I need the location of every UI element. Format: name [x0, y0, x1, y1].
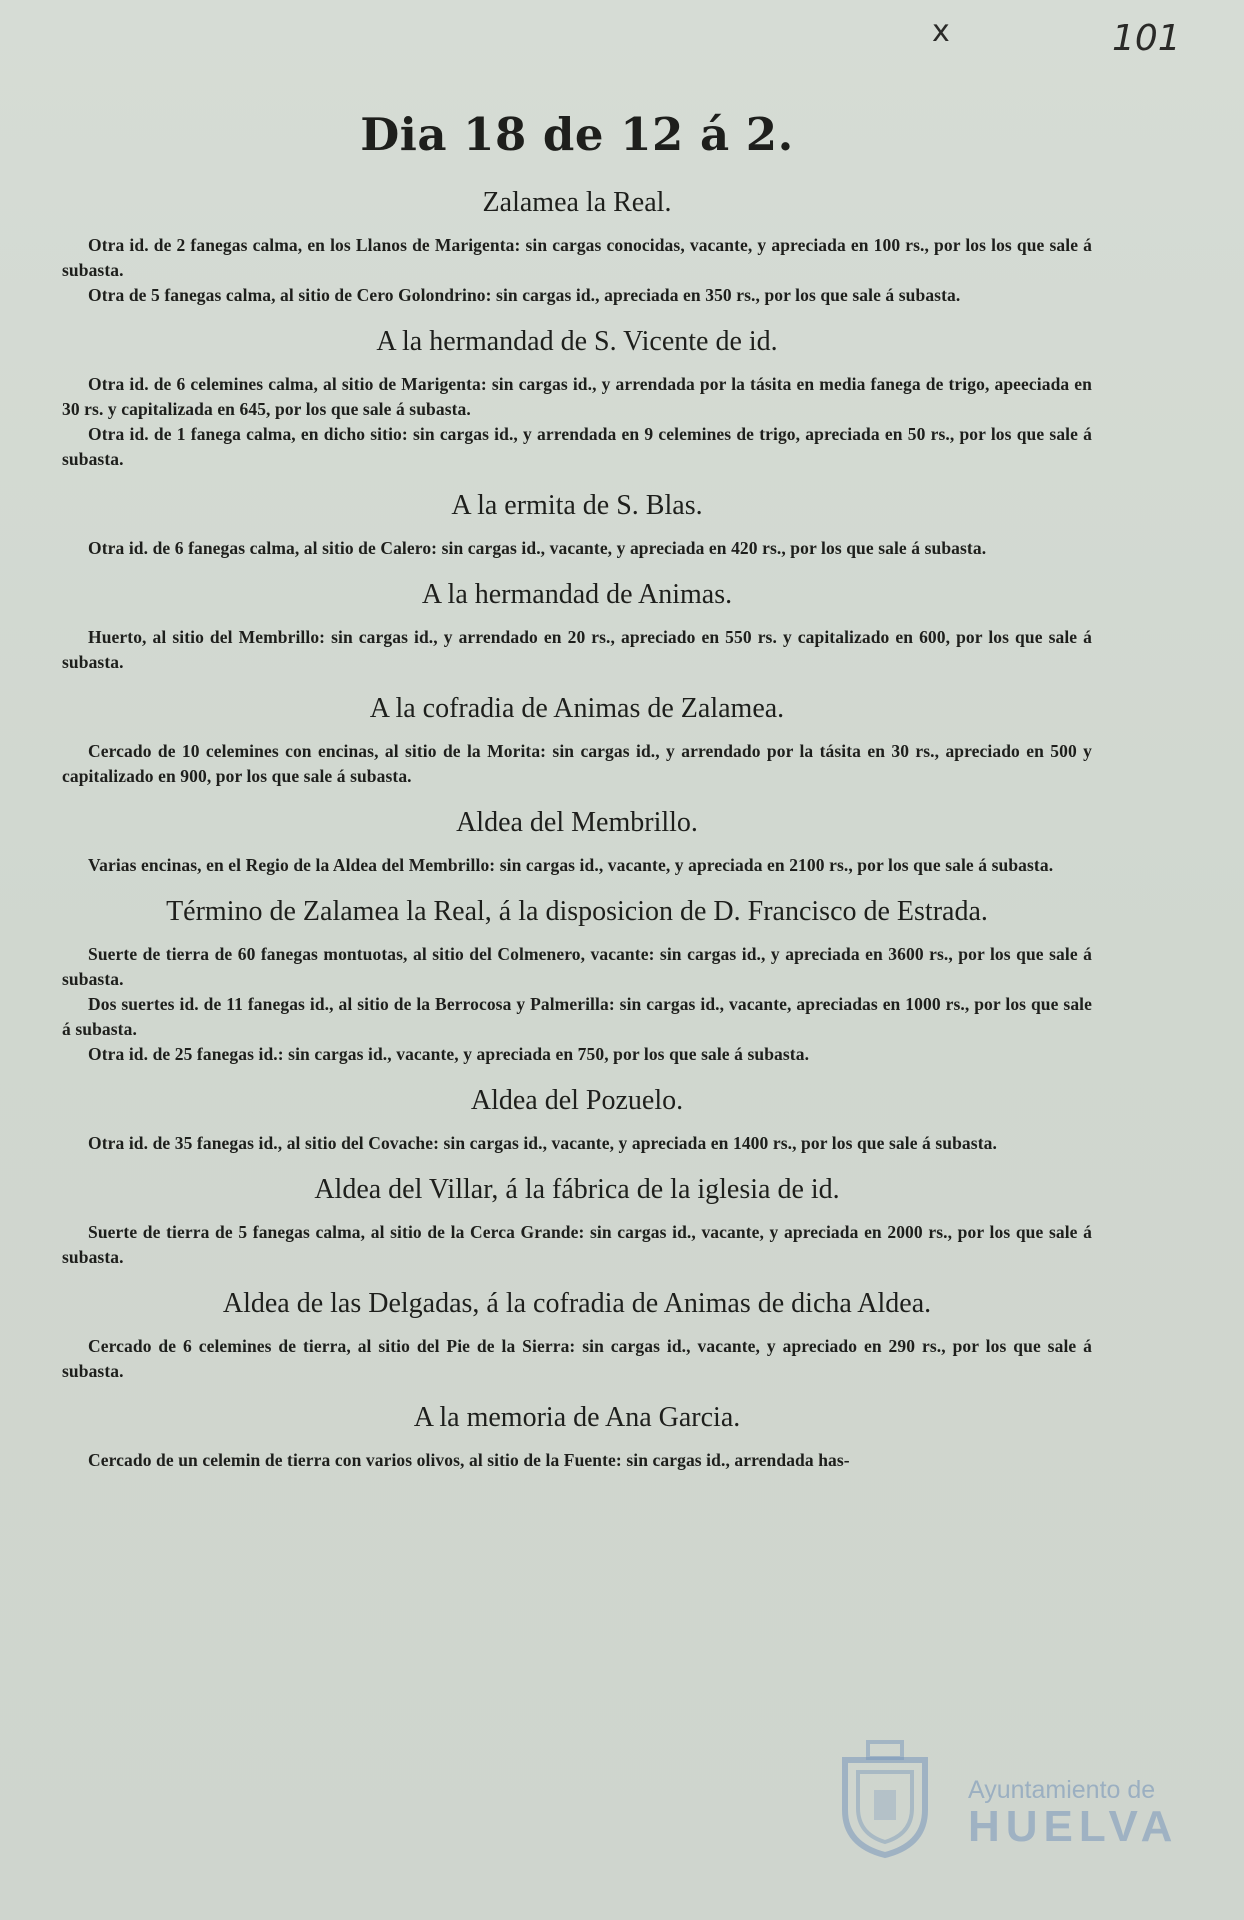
entry: Otra id. de 6 celemines calma, al sitio de Marigenta: sin cargas id., y arrendada por la tásita en media fanega de trigo, apeeciada en 30 rs. y capitalizada en 645, por los que sale á subasta. — [62, 374, 1092, 419]
page-number: 101 — [1112, 18, 1181, 59]
entry: Cercado de un celemin de tierra con varios olivos, al sitio de la Fuente: sin cargas id., arrendada has- — [88, 1450, 850, 1470]
document-body — [62, 108, 1092, 1473]
section-heading: A la hermandad de S. Vicente de id. — [376, 326, 778, 357]
entry: Otra id. de 6 fanegas calma, al sitio de Calero: sin cargas id., vacante, y apreciada en 420 rs., por los que sale á subasta. — [88, 538, 987, 558]
watermark-text-line1: Ayuntamiento de — [968, 1776, 1156, 1804]
section-heading: Zalamea la Real. — [482, 187, 672, 218]
section-termino-estrada — [62, 896, 1092, 1067]
section-memoria-ana-garcia — [62, 1402, 1092, 1473]
entry: Otra de 5 fanegas calma, al sitio de Cero Golondrino: sin cargas id., apreciada en 350 rs., por los que sale á subasta. — [88, 285, 961, 305]
entry: Varias encinas, en el Regio de la Aldea del Membrillo: sin cargas id., vacante, y apreciada en 2100 rs., por los que sale á subasta. — [88, 855, 1054, 875]
section-heading: A la ermita de S. Blas. — [451, 490, 703, 521]
entry: Otra id. de 35 fanegas id., al sitio del Covache: sin cargas id., vacante, y apreciada en 1400 rs., por los que sale á subasta. — [88, 1133, 997, 1153]
entry: Dos suertes id. de 11 fanegas id., al sitio de la Berrocosa y Palmerilla: sin cargas id., vacante, apreciadas en 1000 rs., por los que sale á subasta. — [62, 994, 1092, 1039]
margin-mark-x: x — [932, 14, 950, 49]
section-heading: Aldea del Pozuelo. — [470, 1085, 684, 1116]
watermark-logo — [820, 1740, 1220, 1860]
entry: Otra id. de 1 fanega calma, en dicho sitio: sin cargas id., y arrendada en 9 celemines de trigo, apreciada en 50 rs., por los que sale á subasta. — [62, 424, 1092, 469]
entry: Suerte de tierra de 60 fanegas montuotas, al sitio del Colmenero, vacante: sin cargas id., y apreciada en 3600 rs., por los que sale á subasta. — [62, 944, 1092, 989]
section-heading: A la hermandad de Animas. — [421, 579, 733, 610]
section-hermandad-animas — [62, 579, 1092, 675]
section-ermita-blas — [62, 490, 1092, 561]
entry: Suerte de tierra de 5 fanegas calma, al sitio de la Cerca Grande: sin cargas id., vacante, y apreciada en 2000 rs., por los que sale á subasta. — [62, 1222, 1092, 1267]
entry: Cercado de 10 celemines con encinas, al sitio de la Morita: sin cargas id., y arrendado por la tásita en 30 rs., apreciado en 500 y capitalizado en 900, por los que sale á subasta. — [62, 741, 1092, 786]
watermark-text-line2: HUELVA — [968, 1802, 1179, 1851]
section-aldea-villar — [62, 1174, 1092, 1270]
section-aldea-delgadas — [62, 1288, 1092, 1384]
entry: Otra id. de 25 fanegas id.: sin cargas id., vacante, y apreciada en 750, por los que sale á subasta. — [88, 1044, 810, 1064]
section-aldea-pozuelo — [62, 1085, 1092, 1156]
section-heading: A la cofradia de Animas de Zalamea. — [369, 693, 785, 724]
section-hermandad-vicente — [62, 326, 1092, 472]
section-heading: Aldea del Villar, á la fábrica de la iglesia de id. — [314, 1174, 840, 1205]
section-heading: Término de Zalamea la Real, á la disposicion de D. Francisco de Estrada. — [166, 896, 988, 927]
document-title: Dia 18 de 12 á 2. — [360, 108, 794, 161]
section-heading: A la memoria de Ana Garcia. — [413, 1402, 741, 1433]
section-heading: Aldea de las Delgadas, á la cofradia de Animas de dicha Aldea. — [222, 1288, 932, 1319]
entry: Huerto, al sitio del Membrillo: sin cargas id., y arrendado en 20 rs., apreciado en 550 rs. y capitalizado en 600, por los que sale á subasta. — [62, 627, 1092, 672]
section-cofradia-zalamea — [62, 693, 1092, 789]
section-zalamea — [62, 187, 1092, 308]
section-aldea-membrillo — [62, 807, 1092, 878]
section-heading: Aldea del Membrillo. — [456, 807, 698, 838]
entry: Otra id. de 2 fanegas calma, en los Llanos de Marigenta: sin cargas conocidas, vacante, y apreciada en 100 rs., por los los que sale á subasta. — [62, 235, 1092, 280]
entry: Cercado de 6 celemines de tierra, al sitio del Pie de la Sierra: sin cargas id., vacante, y apreciado en 290 rs., por los que sale á subasta. — [62, 1336, 1092, 1381]
coat-of-arms-icon — [820, 1740, 950, 1860]
